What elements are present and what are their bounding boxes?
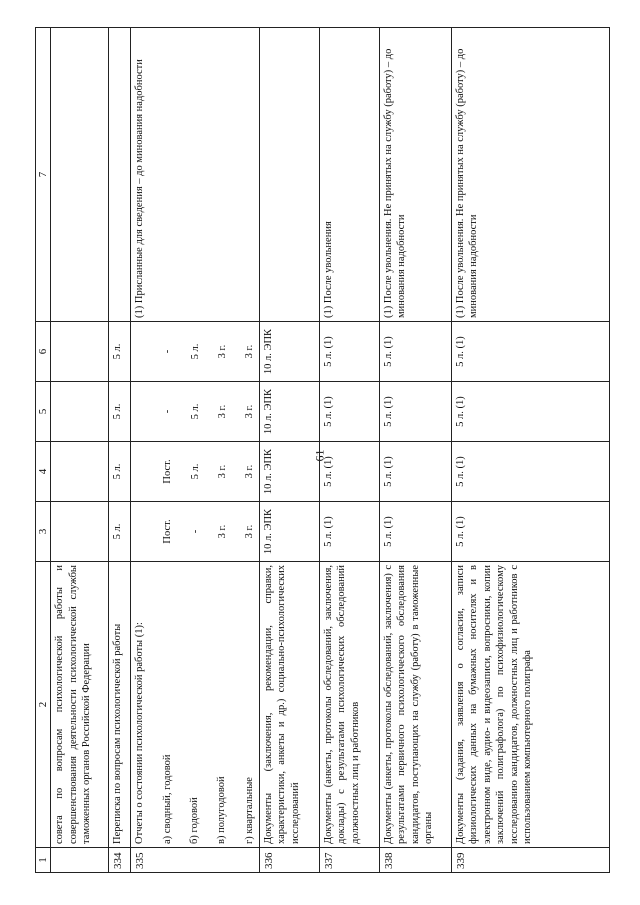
sub-item-value: - [162,349,174,354]
row-number-cell: 334 [109,848,131,873]
sub-item-value: 3 г. [216,404,228,419]
table-cell: 5 л. (1) [451,322,609,382]
row-description-cell: Документы (задания, заявления о согласии, записи физиологических данных на бумажных носителях и в электронном виде, аудио- и видеозаписи, вопросники, копии заключений полиграфолога) по психофизиологическому исследованию кандидатов, должностных лиц и работников с использованием компьютерного полиграфа [451,562,609,848]
sub-item-value: 3 г. [216,524,228,539]
sub-item-value: 3 г. [244,464,256,479]
row-description-cell: Документы (анкеты, протоколы обследований, заключения, доклады) с результатами психологических обследований должностных лиц и работников [319,562,379,848]
table-cell: 5 л. [109,502,131,562]
header-cell: 3 [36,502,51,562]
row-description-cell: Документы (анкеты, протоколы обследований, заключения) с результатами первичного психологического обследования кандидатов, поступающих на службу (работу) в таможенные органы [379,562,451,848]
table-cell [259,28,319,322]
table-row [109,28,131,873]
table-cell: 5 л. [109,322,131,382]
table-cell [51,28,109,322]
row-description-cell: Документы (заключения, рекомендации, справки, характеристики, анкеты и др.) социально-психологических исследований [259,562,319,848]
sub-item-value: 5 л. [189,343,201,360]
table-cell: 5 л. (1) [319,442,379,502]
table-row [379,28,451,873]
sub-item-label: б) годовой [188,797,200,844]
table-cell [51,442,109,502]
table-cell: 5 л. (1) [379,322,451,382]
sub-item-value: - [189,529,201,534]
table-row [319,28,379,873]
table-cell: (1) После увольнения. Не принятых на службу (работу) – до минования надобности [379,28,451,322]
sub-item-value: 3 г. [244,524,256,539]
table-cell: 5 л. (1) [319,322,379,382]
table-cell: 5 л. (1) [379,502,451,562]
table-cell [51,322,109,382]
sub-item-value: 3 г. [244,344,256,359]
row-number-cell: 338 [379,848,451,873]
row-description-cell [131,562,260,848]
row-number-cell: 337 [319,848,379,873]
table-cell: 5 л. (1) [451,382,609,442]
table-cell [51,382,109,442]
table-cell: (1) После увольнения. Не принятых на службу (работу) – до минования надобности [451,28,609,322]
header-cell: 6 [36,322,51,382]
table-row [259,28,319,873]
table-cell [131,382,260,442]
table-cell: 5 л. [109,382,131,442]
row-number-cell [51,848,109,873]
table-cell: 10 л. ЭПК [259,442,319,502]
row-description-cell: совета по вопросам психологической работы и совершенствования деятельности психологической службы таможенных органов Российской Федерации [51,562,109,848]
table-cell [51,502,109,562]
header-cell: 7 [36,28,51,322]
table-cell: 10 л. ЭПК [259,382,319,442]
row-number-cell: 339 [451,848,609,873]
sub-item-label: а) сводный, годовой [161,754,173,844]
table-cell: 5 л. (1) [451,442,609,502]
table-cell: 5 л. (1) [319,502,379,562]
row-description-cell: Переписка по вопросам психологической работы [109,562,131,848]
table-cell [109,28,131,322]
records-retention-table [35,27,610,873]
row-heading: Отчеты о состоянии психологической работы (1): [134,622,146,844]
sub-item-label: в) полугодовой [216,776,228,844]
table-cell [131,502,260,562]
sub-item-value: - [162,409,174,414]
table-cell: 5 л. (1) [319,382,379,442]
sub-item-value: 3 г. [216,464,228,479]
sub-item-value: Пост. [162,519,174,544]
table-cell [131,442,260,502]
table-cell: 10 л. ЭПК [259,502,319,562]
page-number: 61 [312,449,327,462]
table-cell: (1) После увольнения [319,28,379,322]
header-cell: 2 [36,562,51,848]
table-row [131,28,260,873]
header-cell: 5 [36,382,51,442]
table-cell: 5 л. (1) [379,442,451,502]
table-row [451,28,609,873]
table-cell [131,322,260,382]
rotated-table-container [35,28,610,873]
row-number-cell: 335 [131,848,260,873]
sub-item-value: 5 л. [189,463,201,480]
sub-item-value: 3 г. [216,344,228,359]
table-cell: (1) Присланные для сведения – до минования надобности [131,28,260,322]
sub-item-value: 3 г. [244,404,256,419]
table-row-continuation [51,28,109,873]
table-cell: 5 л. (1) [451,502,609,562]
table-cell: 10 л. ЭПК [259,322,319,382]
table-cell: 5 л. (1) [379,382,451,442]
sub-item-value: Пост. [162,459,174,484]
header-cell: 1 [36,848,51,873]
table-cell: 5 л. [109,442,131,502]
header-cell: 4 [36,442,51,502]
row-number-cell: 336 [259,848,319,873]
sub-item-label: г) квартальные [243,777,255,844]
sub-item-value: 5 л. [189,403,201,420]
header-row [36,28,51,873]
